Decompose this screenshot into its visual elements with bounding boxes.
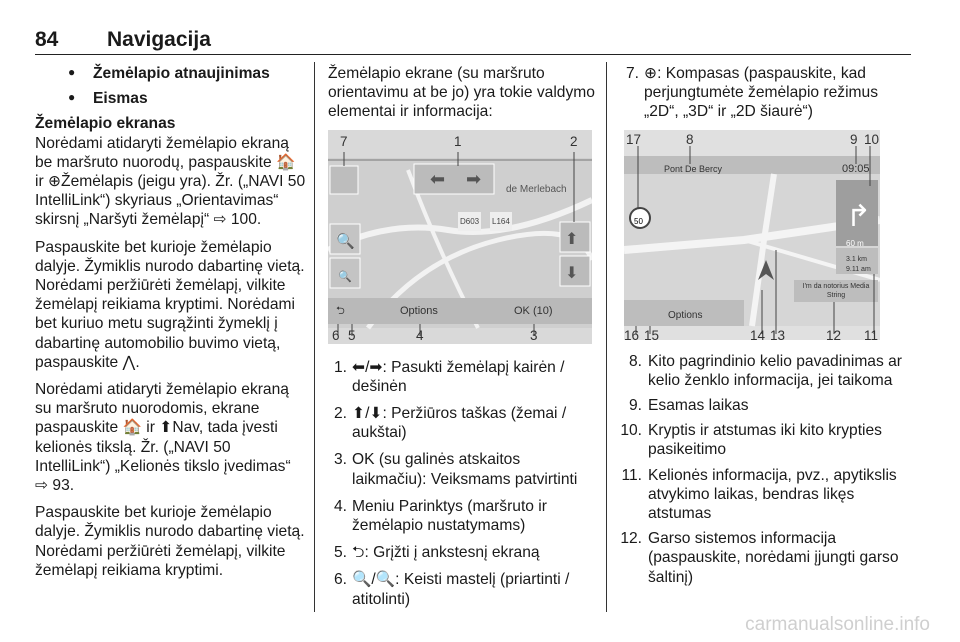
bullet-traffic: ● Eismas (35, 89, 307, 108)
media-info-label: I'm da notorius Media String (802, 282, 870, 299)
callout-15: 15 (644, 327, 660, 340)
svg-text:⬅: ⬅ (430, 168, 446, 189)
callout-9: 9 (850, 131, 858, 147)
road-label-d603: D603 (458, 212, 481, 231)
column-left (35, 64, 307, 588)
callout-4: 4 (416, 327, 424, 343)
list-item: 10. Kryptis ir atstumas iki kito krypties pasikeitimo (620, 422, 882, 459)
callout-5: 5 (348, 327, 356, 343)
section-heading: Žemėlapio ekranas (35, 115, 176, 133)
callout-2: 2 (570, 133, 578, 149)
ok-button: OK (10) (514, 304, 553, 317)
page-number: 84 (35, 28, 59, 51)
callout-8: 8 (686, 131, 694, 147)
bullet-map-update: ● Žemėlapio atnaujinimas (35, 64, 307, 83)
svg-text:↱: ↱ (846, 199, 872, 233)
speed-limit-label: 50 (634, 216, 643, 226)
list-item: 2. ⬆/⬇: Peržiūros taškas (žemai / aukštai) (334, 405, 567, 442)
callout-1: 1 (454, 133, 462, 149)
svg-text:🔍: 🔍 (336, 232, 355, 250)
list-item: 6. 🔍/🔍: Keisti mastelį (priartinti / atitolinti) (334, 571, 570, 608)
callout-12: 12 (826, 327, 842, 340)
column-middle (328, 64, 596, 617)
list-item-7: 7. ⊕: Kompasas (paspauskite, kad perjungtumėte žemėlapio režimus „2D“, „3D“ ir „2D šiaurė“) (626, 65, 879, 121)
trip-distance-label: 3.1 km (846, 255, 868, 263)
list-item: 5. ⮌: Grįžti į ankstesnį ekraną (334, 544, 540, 562)
map-screen-figure (328, 130, 592, 344)
callout-17: 17 (626, 131, 642, 147)
place-label: de Merlebach (506, 183, 567, 195)
svg-text:⬇: ⬇ (565, 264, 579, 282)
column-divider-1 (314, 62, 315, 612)
callout-14: 14 (750, 327, 766, 340)
svg-text:🔍: 🔍 (338, 270, 352, 283)
paragraph-3: Norėdami atidaryti žemėlapio ekraną su maršruto nuorodomis, ekrane paspauskite 🏠 ir ⬆Nav, tada įvesti kelionės tikslą. Žr. („NAVI 50 IntelliLink“) „Kelionės tikslo įvedimas“ ⇨ 93. (35, 381, 291, 495)
list-item: 11. Kelionės informacija, pvz., apytikslis atvykimo laikas, bendras likęs atstumas (621, 466, 897, 523)
list-item: 3. OK (su galinės atskaitos laikmačiu): Veiksmams patvirtinti (334, 451, 578, 488)
list-item: 9. Esamas laikas (628, 397, 749, 415)
paragraph-1: Norėdami atidaryti žemėlapio ekraną be maršruto nuorodų, paspauskite 🏠 ir ⊕Žemėlapis (jeigu yra). Žr. („NAVI 50 IntelliLink“) skyriaus „Orientavimas“ skirsnį „Naršyti žemėlapį“ ⇨ 100. (35, 134, 306, 229)
paragraph-2: Paspauskite bet kurioje žemėlapio dalyje. Žymiklis nurodo dabartinę vietą. Norėdami peržiūrėti žemėlapį, vilkite žemėlapį reikiama kryptimi. Norėdami bet kuriuo metu sugrąžinti žymeklį į dabartinę automobilio buvimo vietą, paspauskite ⋀. (35, 238, 305, 371)
clock-label: 09:05 (842, 162, 870, 175)
guidance-screen-figure (624, 130, 880, 340)
list-item: 8. Kito pagrindinio kelio pavadinimas ar kelio ženklo informacija, jei taikoma (628, 352, 902, 389)
callout-16: 16 (624, 327, 640, 340)
page-header (35, 22, 911, 55)
callout-10: 10 (864, 131, 880, 147)
callout-7: 7 (340, 133, 348, 149)
svg-text:➡: ➡ (466, 168, 482, 189)
watermark: carmanualsonline.info (745, 614, 930, 635)
back-button: ⮌ (336, 304, 345, 317)
list-item: 4. Meniu Parinktys (maršruto ir žemėlapio nustatymams) (334, 497, 547, 535)
column-right (620, 64, 912, 595)
road-label-l164: L164 (490, 212, 512, 231)
turn-distance-label: 60 m (846, 238, 864, 248)
info-list (620, 352, 912, 587)
control-list (328, 358, 596, 609)
intro-text: Žemėlapio ekrane (su maršruto orientavimu at be jo) yra tokie valdymo elementai ir informacija: (328, 65, 595, 121)
street-name-label: Pont De Bercy (664, 163, 723, 174)
chapter-title: Navigacija (107, 28, 211, 51)
svg-text:⬆: ⬆ (565, 230, 579, 248)
arrival-time-label: 9.11 am (846, 265, 871, 273)
list-item: 1. ⬅/➡: Pasukti žemėlapį kairėn / dešinėn (334, 358, 565, 395)
paragraph-4: Paspauskite bet kurioje žemėlapio dalyje. Žymiklis nurodo dabartinę vietą. Norėdami peržiūrėti žemėlapį, vilkite žemėlapį reikiama kryptimi. (35, 504, 305, 579)
column-divider-2 (606, 62, 607, 612)
callout-6: 6 (332, 327, 340, 343)
callout-3: 3 (530, 327, 538, 343)
options-button: Options (400, 304, 438, 317)
list-item: 12. Garso sistemos informacija (paspauskite, norėdami įjungti garso šaltinį) (620, 530, 899, 586)
options-button: Options (668, 309, 703, 321)
callout-13: 13 (770, 327, 786, 340)
callout-11: 11 (864, 327, 879, 340)
